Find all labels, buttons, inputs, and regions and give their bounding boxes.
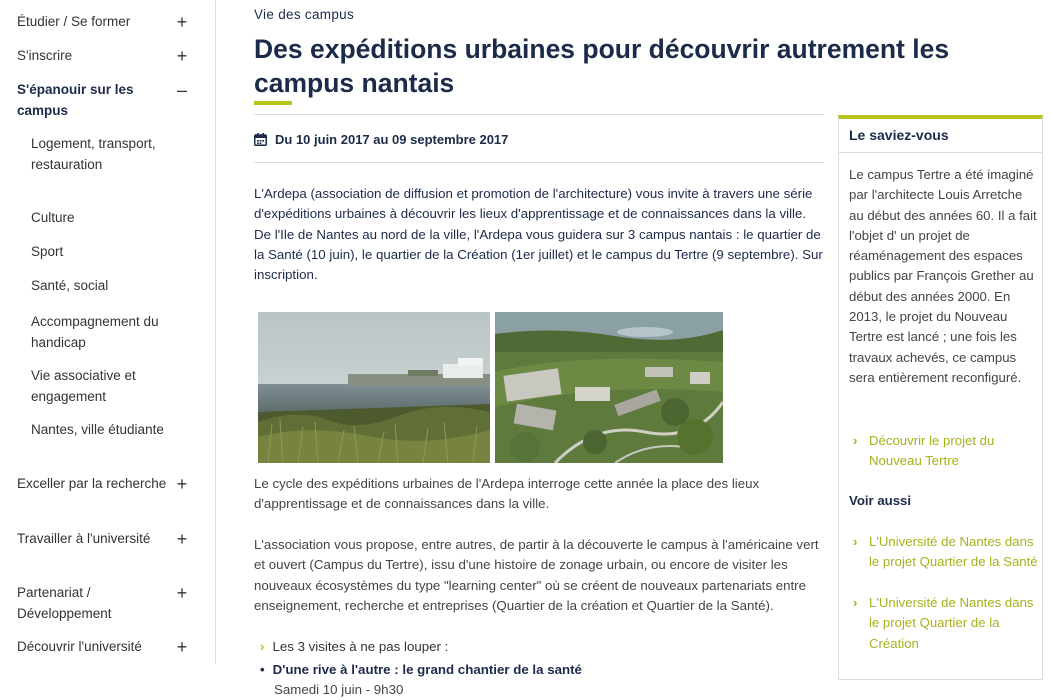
divider: [839, 152, 1042, 153]
visits-intro: [260, 637, 448, 657]
sidebar-item-inscrire[interactable]: [17, 46, 197, 67]
event-date-text: Du 10 juin 2017 au 09 septembre 2017: [275, 131, 509, 147]
chevron-right-icon: ›: [853, 595, 858, 610]
sidebar-item-label: Partenariat / Développement: [17, 585, 112, 621]
expand-plus-icon[interactable]: +: [176, 12, 188, 32]
did-you-know-box: [838, 115, 1043, 680]
visit-title: D'une rive à l'autre : le grand chantier de la santé: [272, 662, 582, 677]
page-title: Des expéditions urbaines pour découvrir autrement les campus nantais: [254, 34, 950, 98]
sidebar-subitem-vie-associative[interactable]: Vie associative et engagement: [31, 368, 136, 404]
sidebar-subitem-handicap[interactable]: Accompagnement du handicap: [31, 314, 159, 350]
expand-plus-icon[interactable]: +: [176, 46, 188, 66]
expand-plus-icon[interactable]: +: [176, 529, 188, 549]
sidebar-item-label: S'épanouir sur les campus: [17, 82, 134, 118]
sidebar-item-label: Travailler à l'université: [17, 531, 151, 546]
link-text: L'Université de Nantes dans le projet Quartier de la Création: [869, 595, 1034, 651]
sidebar-item-travailler[interactable]: [17, 529, 197, 550]
article-paragraph-2: Le cycle des expéditions urbaines de l'Ardepa interroge cette année la place des lieux d'apprentissage et de connaissances dans la ville.: [254, 476, 760, 512]
divider: [254, 114, 824, 115]
link-quartier-creation[interactable]: [853, 593, 1038, 654]
bullet-icon: •: [260, 662, 265, 677]
chevron-right-icon: ›: [260, 639, 265, 654]
sidebar-item-label: S'inscrire: [17, 48, 73, 63]
title-underline: [254, 101, 292, 105]
photo-campus-aerial: [495, 312, 723, 463]
visit-item: [260, 660, 582, 680]
expand-plus-icon[interactable]: +: [176, 474, 188, 494]
sidebar-item-partenariat[interactable]: [17, 583, 197, 624]
sidebar-subitem-culture[interactable]: Culture: [31, 210, 75, 225]
sidebar-nav: [0, 0, 216, 664]
visit-date: Samedi 10 juin - 9h30: [274, 682, 404, 697]
sidebar-item-recherche[interactable]: [17, 474, 197, 495]
divider: [254, 162, 824, 163]
link-nouveau-tertre[interactable]: [853, 431, 1038, 472]
sidebar-item-epanouir[interactable]: [17, 80, 197, 121]
link-text: Découvrir le projet du Nouveau Tertre: [869, 433, 995, 469]
expand-plus-icon[interactable]: +: [176, 637, 188, 657]
article-category: Vie des campus: [254, 7, 355, 22]
link-text: L'Université de Nantes dans le projet Quartier de la Santé: [869, 534, 1038, 570]
sidebar-item-label: Découvrir l'université: [17, 639, 142, 654]
sidebar-subitem-sport[interactable]: Sport: [31, 244, 64, 259]
sidebar-item-label: Étudier / Se former: [17, 14, 131, 29]
see-also-title: Voir aussi: [849, 493, 912, 508]
calendar-icon: [254, 133, 267, 146]
sidebar-subitem-nantes[interactable]: Nantes, ville étudiante: [31, 422, 164, 437]
chevron-right-icon: ›: [853, 534, 858, 549]
article-intro: L'Ardepa (association de diffusion et promotion de l'architecture) vous invite à travers une série d'expéditions urbaines à découvrir les lieux d'apprentissage et de connaissances dans la ville. De l'Ile de Nantes au nord de la ville, l'Ardepa vous guidera sur 3 campus nantais : le quartier de la Santé (10 juin), le quartier de la Création (1er juillet) et le campus du Tertre (9 septembre). Sur inscription.: [254, 186, 823, 283]
expand-plus-icon[interactable]: +: [176, 583, 188, 603]
sidebar-item-etudier[interactable]: [17, 12, 197, 33]
photo-riverside: [258, 312, 490, 463]
link-quartier-sante[interactable]: [853, 532, 1038, 573]
sidebar-item-decouvrir[interactable]: [17, 637, 197, 658]
event-date: [254, 129, 508, 149]
sidebar-subitem-sante[interactable]: Santé, social: [31, 278, 109, 293]
aside-text: Le campus Tertre a été imaginé par l'architecte Louis Arretche au début des années 60. Il a fait l'objet d' un projet de réaménagement des espaces publics par François Grether au début des années 2000. En 2013, le projet du Nouveau Tertre est lancé ; une fois les travaux achevés, ce campus sera entièrement reconfiguré.: [849, 167, 1037, 385]
aside-title: Le saviez-vous: [849, 127, 949, 143]
chevron-right-icon: ›: [853, 433, 858, 448]
collapse-minus-icon[interactable]: –: [176, 80, 187, 100]
visits-intro-text: Les 3 visites à ne pas louper :: [272, 639, 449, 654]
sidebar-subitem-logement[interactable]: Logement, transport, restauration: [31, 136, 156, 172]
article-paragraph-3: L'association vous propose, entre autres, de partir à la découverte le campus à l'américaine vert et ouvert (Campus du Tertre), issu d'une histoire de zonage urbain, ou encore de visiter les nouveaux écosystèmes du type "learning center" où se créent de nouveaux partenariats entre enseignement, recherche et entreprises (Quartier de la création et Quartier de la Santé).: [254, 537, 819, 613]
sidebar-item-label: Exceller par la recherche: [17, 476, 167, 491]
